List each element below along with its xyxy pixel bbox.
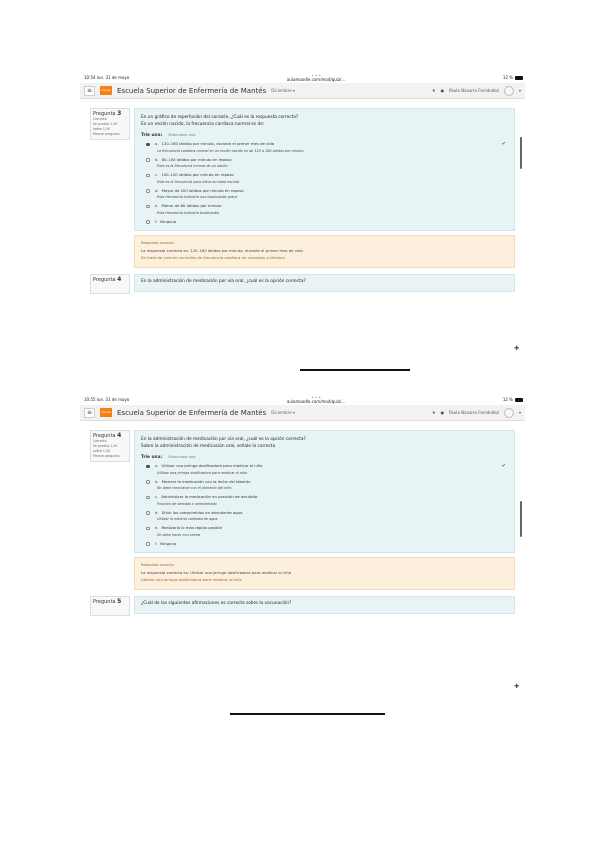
next-question-block <box>90 274 515 294</box>
question-formulation <box>134 430 515 553</box>
page-content <box>80 421 525 690</box>
bell-icon[interactable]: ♦ <box>431 88 436 93</box>
option-feedback: La frecuencia cardiaca normal en un recién nacido es de 120 a 160 latidos por minuto <box>157 148 304 153</box>
top-navbar <box>80 83 525 99</box>
feedback-correct-answer: La respuesta correcta es: Utilizar una jeringa dosificadora para medicar al niño <box>141 570 292 575</box>
option-feedback: Esta es la frecuencia para niños en edad escolar <box>157 179 240 184</box>
question-text: En la administración de medicación por vía oral, ¿cuál es la opción correcta? <box>141 437 306 442</box>
status-time: 10:54 lun. 31 de mayo <box>84 75 130 80</box>
url-area <box>287 396 345 404</box>
menu-icon[interactable]: ≡ <box>84 408 95 418</box>
multitask-dots[interactable]: • • • <box>311 394 321 400</box>
answer-options <box>141 463 508 547</box>
question-marks: Se puntúa 1,00 sobre 1,00 <box>93 122 118 131</box>
chat-icon[interactable]: ● <box>440 410 445 415</box>
status-bar <box>80 72 525 83</box>
chevron-down-icon[interactable]: ▾ <box>518 410 521 415</box>
chat-icon[interactable]: ● <box>440 88 445 93</box>
page-content <box>80 99 525 352</box>
answer-option[interactable]: c. Administrar la medicación en posición de decúbito Posición de sentado o semisentado <box>141 494 508 507</box>
url-area <box>287 74 345 82</box>
answer-option[interactable]: b. Mezclar la medicación con la leche del biberón No debe mezclarse con el alimento del niño <box>141 479 508 492</box>
avatar[interactable] <box>504 408 514 418</box>
question-info: Pregunta 5 <box>90 596 130 616</box>
radio-button[interactable] <box>146 527 150 531</box>
menu-icon[interactable]: ≡ <box>84 86 95 96</box>
radio-button[interactable] <box>146 465 150 469</box>
question-subtext: Sobre la administración de medicación oral, señale la correcta <box>141 444 276 449</box>
answer-options <box>141 141 508 225</box>
battery-icon <box>515 76 523 80</box>
answer-option[interactable]: c. 100–120 latidos por minuto en reposo Esta es la frecuencia para niños en edad escolar <box>141 172 508 185</box>
checkmark-icon: ✔ <box>501 141 506 147</box>
battery-text: 12 % <box>502 75 513 80</box>
select-one-label: Trie una: Seleccione una <box>141 455 196 460</box>
chevron-down-icon[interactable]: ▾ <box>518 88 521 93</box>
battery-text: 12 % <box>502 397 513 402</box>
question-subtext: En un recién nacido, la frecuencia cardiaca normal es de: <box>141 122 265 127</box>
user-name[interactable]: Paula Navarro Fernández <box>449 410 499 415</box>
user-name[interactable]: Paula Navarro Fernández <box>449 88 499 93</box>
status-bar <box>80 394 525 405</box>
checkmark-icon: ✔ <box>501 463 506 469</box>
question-number: 3 <box>117 110 122 117</box>
question-number-label: Pregunta <box>93 433 116 439</box>
scrollbar[interactable] <box>520 137 522 169</box>
site-name[interactable]: Escuela Superior de Enfermería de Mantés <box>117 86 267 95</box>
course-dropdown[interactable]: Diciembre ▾ <box>271 88 295 93</box>
option-feedback: Utilizar la mínima cantidad de agua <box>157 517 218 521</box>
answer-option[interactable]: d. Mayor de 200 latidos por minuto en reposo Esta frecuencia indicaría una taquicardia grave <box>141 188 508 201</box>
bell-icon[interactable]: ♦ <box>431 410 436 415</box>
question-text: En la administración de medicación por vía oral, ¿cuál es la opción correcta? <box>141 279 306 284</box>
scrollbar[interactable] <box>520 501 522 537</box>
feedback-explanation: Se trata de valores normales de frecuencia cardiaca en neonatos a término <box>141 255 285 260</box>
avatar[interactable] <box>504 86 514 96</box>
answer-option[interactable]: e. Realizarlo lo más rápido posible Se debe hacer con calma <box>141 525 508 538</box>
option-feedback: Esta es la frecuencia normal de un adulto <box>157 164 228 168</box>
site-name[interactable]: Escuela Superior de Enfermería de Mantés <box>117 408 267 417</box>
divider <box>300 369 410 371</box>
radio-button[interactable] <box>146 480 150 484</box>
option-feedback: Se debe hacer con calma <box>157 532 200 537</box>
radio-button[interactable] <box>146 220 150 224</box>
feedback-title: Respuesta correcta <box>141 563 174 567</box>
option-feedback: Esta frecuencia indicaría una taquicardia grave <box>157 195 238 199</box>
status-right <box>503 397 523 402</box>
url-text[interactable]: aulamoodle.com/mod/quiz/... <box>286 398 346 404</box>
question-formulation <box>134 274 515 292</box>
answer-option[interactable]: a. Utilizar una jeringa dosificadora para medicar al niño ✔ Utilizar una jeringa dosificadora para medicar al niño <box>141 463 508 476</box>
question-text: En un gráfico de reperfusión del corazón, ¿Cuál es la respuesta correcta? <box>141 115 299 120</box>
answer-option[interactable]: d. Diluir los comprimidos en abundante agua Utilizar la mínima cantidad de agua <box>141 510 508 523</box>
radio-button[interactable] <box>146 158 150 162</box>
option-feedback: Utilizar una jeringa dosificadora para medicar al niño <box>157 470 248 475</box>
general-feedback <box>134 235 515 268</box>
scroll-up-icon[interactable]: ✚ <box>513 683 519 690</box>
question-formulation <box>134 108 515 231</box>
course-dropdown[interactable]: Diciembre ▾ <box>271 410 295 415</box>
answer-option[interactable]: a. 120–160 latidos por minuto, durante el primer mes de vida ✔ La frecuencia cardiaca normal en un recién nacido es de 120 a 160 latidos por minuto <box>141 141 508 154</box>
radio-button[interactable] <box>146 511 150 515</box>
screenshot-1 <box>80 72 525 390</box>
radio-button[interactable] <box>146 189 150 193</box>
multitask-dots[interactable]: • • • <box>311 72 321 78</box>
scroll-up-icon[interactable]: ✚ <box>513 345 519 352</box>
flag-question-link[interactable]: Marcar pregunta <box>93 454 120 458</box>
next-question-block <box>90 596 515 616</box>
question-block <box>90 108 515 268</box>
question-info <box>90 430 130 462</box>
status-time: 10:55 lun. 31 de mayo <box>84 397 130 402</box>
question-state: Correcta <box>93 439 107 443</box>
question-number: 4 <box>117 432 122 439</box>
question-formulation <box>134 596 515 614</box>
question-main <box>134 108 515 268</box>
answer-option[interactable]: f. Ninguna <box>141 541 508 548</box>
moodle-logo[interactable]: moodle <box>100 86 112 95</box>
question-number-label: Pregunta <box>93 111 116 117</box>
top-navbar <box>80 405 525 421</box>
radio-button[interactable] <box>146 496 150 500</box>
radio-button[interactable] <box>146 205 150 209</box>
answer-option[interactable]: b. 60–100 latidos por minuto en reposo Esta es la frecuencia normal de un adulto <box>141 157 508 170</box>
question-state: Correcta <box>93 117 107 121</box>
question-marks: Se puntúa 1,00 sobre 1,00 <box>93 444 118 453</box>
moodle-logo[interactable]: moodle <box>100 408 112 417</box>
question-info: Pregunta 4 <box>90 274 130 294</box>
screenshot-2 <box>80 394 525 716</box>
general-feedback <box>134 557 515 590</box>
feedback-correct-answer: La respuesta correcta es: 120–160 latidos por minuto, durante el primer mes de vida <box>141 248 303 253</box>
option-feedback: Esta frecuencia indicaría bradicardia <box>157 210 220 215</box>
navbar-user-area <box>432 86 521 96</box>
select-one-label: Trie una: Seleccione una <box>141 133 196 138</box>
question-block <box>90 430 515 590</box>
answer-option[interactable]: e. Menor de 60 latidos por minuto Esta frecuencia indicaría bradicardia <box>141 203 508 216</box>
navbar-user-area <box>432 408 521 418</box>
option-feedback: No debe mezclarse con el alimento del niño <box>157 486 232 490</box>
divider <box>230 713 385 715</box>
url-text[interactable]: aulamoodle.com/mod/quiz/... <box>286 76 346 82</box>
battery-icon <box>515 398 523 402</box>
radio-button[interactable] <box>146 174 150 178</box>
radio-button[interactable] <box>146 143 150 147</box>
feedback-title: Respuesta correcta <box>141 241 174 245</box>
question-main <box>134 430 515 590</box>
question-info <box>90 108 130 140</box>
answer-option[interactable]: f. Ninguna <box>141 219 508 226</box>
question-text: ¿Cuál de las siguientes afirmaciones es correcta sobre la vacunación? <box>141 601 292 606</box>
option-feedback: Posición de sentado o semisentado <box>157 501 217 506</box>
flag-question-link[interactable]: Marcar pregunta <box>93 132 120 136</box>
status-right <box>503 75 523 80</box>
feedback-explanation: Utilizar una jeringa dosificadora para medicar al niño <box>141 577 242 582</box>
radio-button[interactable] <box>146 542 150 546</box>
